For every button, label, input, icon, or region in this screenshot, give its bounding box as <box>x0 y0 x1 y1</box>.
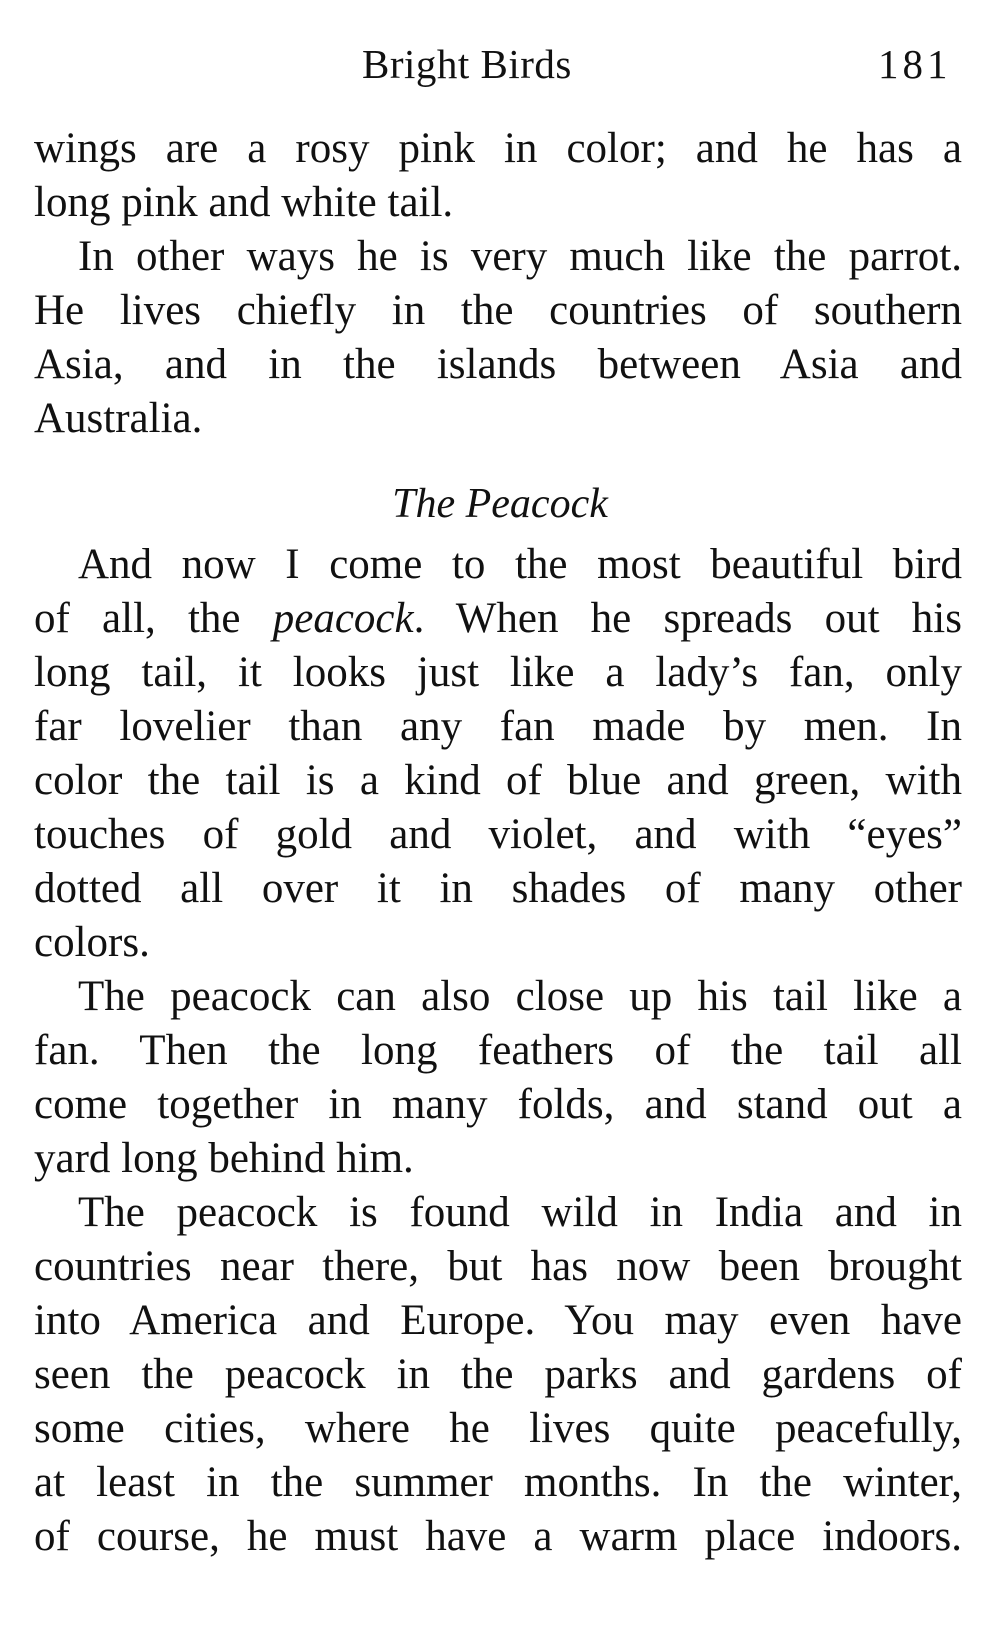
text-line-with-emphasis <box>34 592 962 646</box>
paragraph-block-parrot <box>34 122 962 446</box>
text-line: wings are a rosy pink in color; and he has a <box>34 125 962 172</box>
text-line: far lovelier than any fan made by men. In <box>34 703 962 750</box>
text-line: fan. Then the long feathers of the tail all <box>34 1027 962 1074</box>
page-number: 181 <box>878 41 952 87</box>
text-line: into America and Europe. You may even have <box>34 1297 962 1344</box>
text-segment: of all, the <box>34 595 273 642</box>
running-title: Bright Birds <box>362 41 572 87</box>
text-line: And now I come to the most beautiful bird <box>78 541 962 588</box>
text-line: at least in the summer months. In the winter, <box>34 1459 962 1506</box>
section-heading: The Peacock <box>392 481 608 527</box>
text-line: He lives chiefly in the countries of southern <box>34 287 962 334</box>
text-line: color the tail is a kind of blue and green, with <box>34 757 962 804</box>
text-line: dotted all over it in shades of many other <box>34 865 962 912</box>
text-line: Australia. <box>34 395 203 442</box>
text-line: come together in many folds, and stand out a <box>34 1081 962 1128</box>
text-line: colors. <box>34 919 150 966</box>
text-line: yard long behind him. <box>34 1135 414 1182</box>
text-line: The peacock can also close up his tail like a <box>78 973 962 1020</box>
text-line: some cities, where he lives quite peacefully, <box>34 1405 962 1452</box>
text-line: long tail, it looks just like a lady’s fan, only <box>34 649 962 696</box>
paragraph-block-peacock <box>34 538 962 1564</box>
emphasized-word: peacock <box>272 595 414 642</box>
text-line: Asia, and in the islands between Asia and <box>34 341 962 388</box>
page-header <box>0 40 1000 100</box>
text-line: long pink and white tail. <box>34 179 454 226</box>
text-line: The peacock is found wild in India and in <box>78 1189 962 1236</box>
text-line: countries near there, but has now been brought <box>34 1243 962 1290</box>
text-line: touches of gold and violet, and with “eyes” <box>34 811 962 858</box>
text-segment: . When he spreads out his <box>413 595 962 642</box>
text-line: seen the peacock in the parks and gardens of <box>34 1351 962 1398</box>
text-line: In other ways he is very much like the parrot. <box>78 233 962 280</box>
text-line: of course, he must have a warm place indoors. <box>34 1513 962 1560</box>
